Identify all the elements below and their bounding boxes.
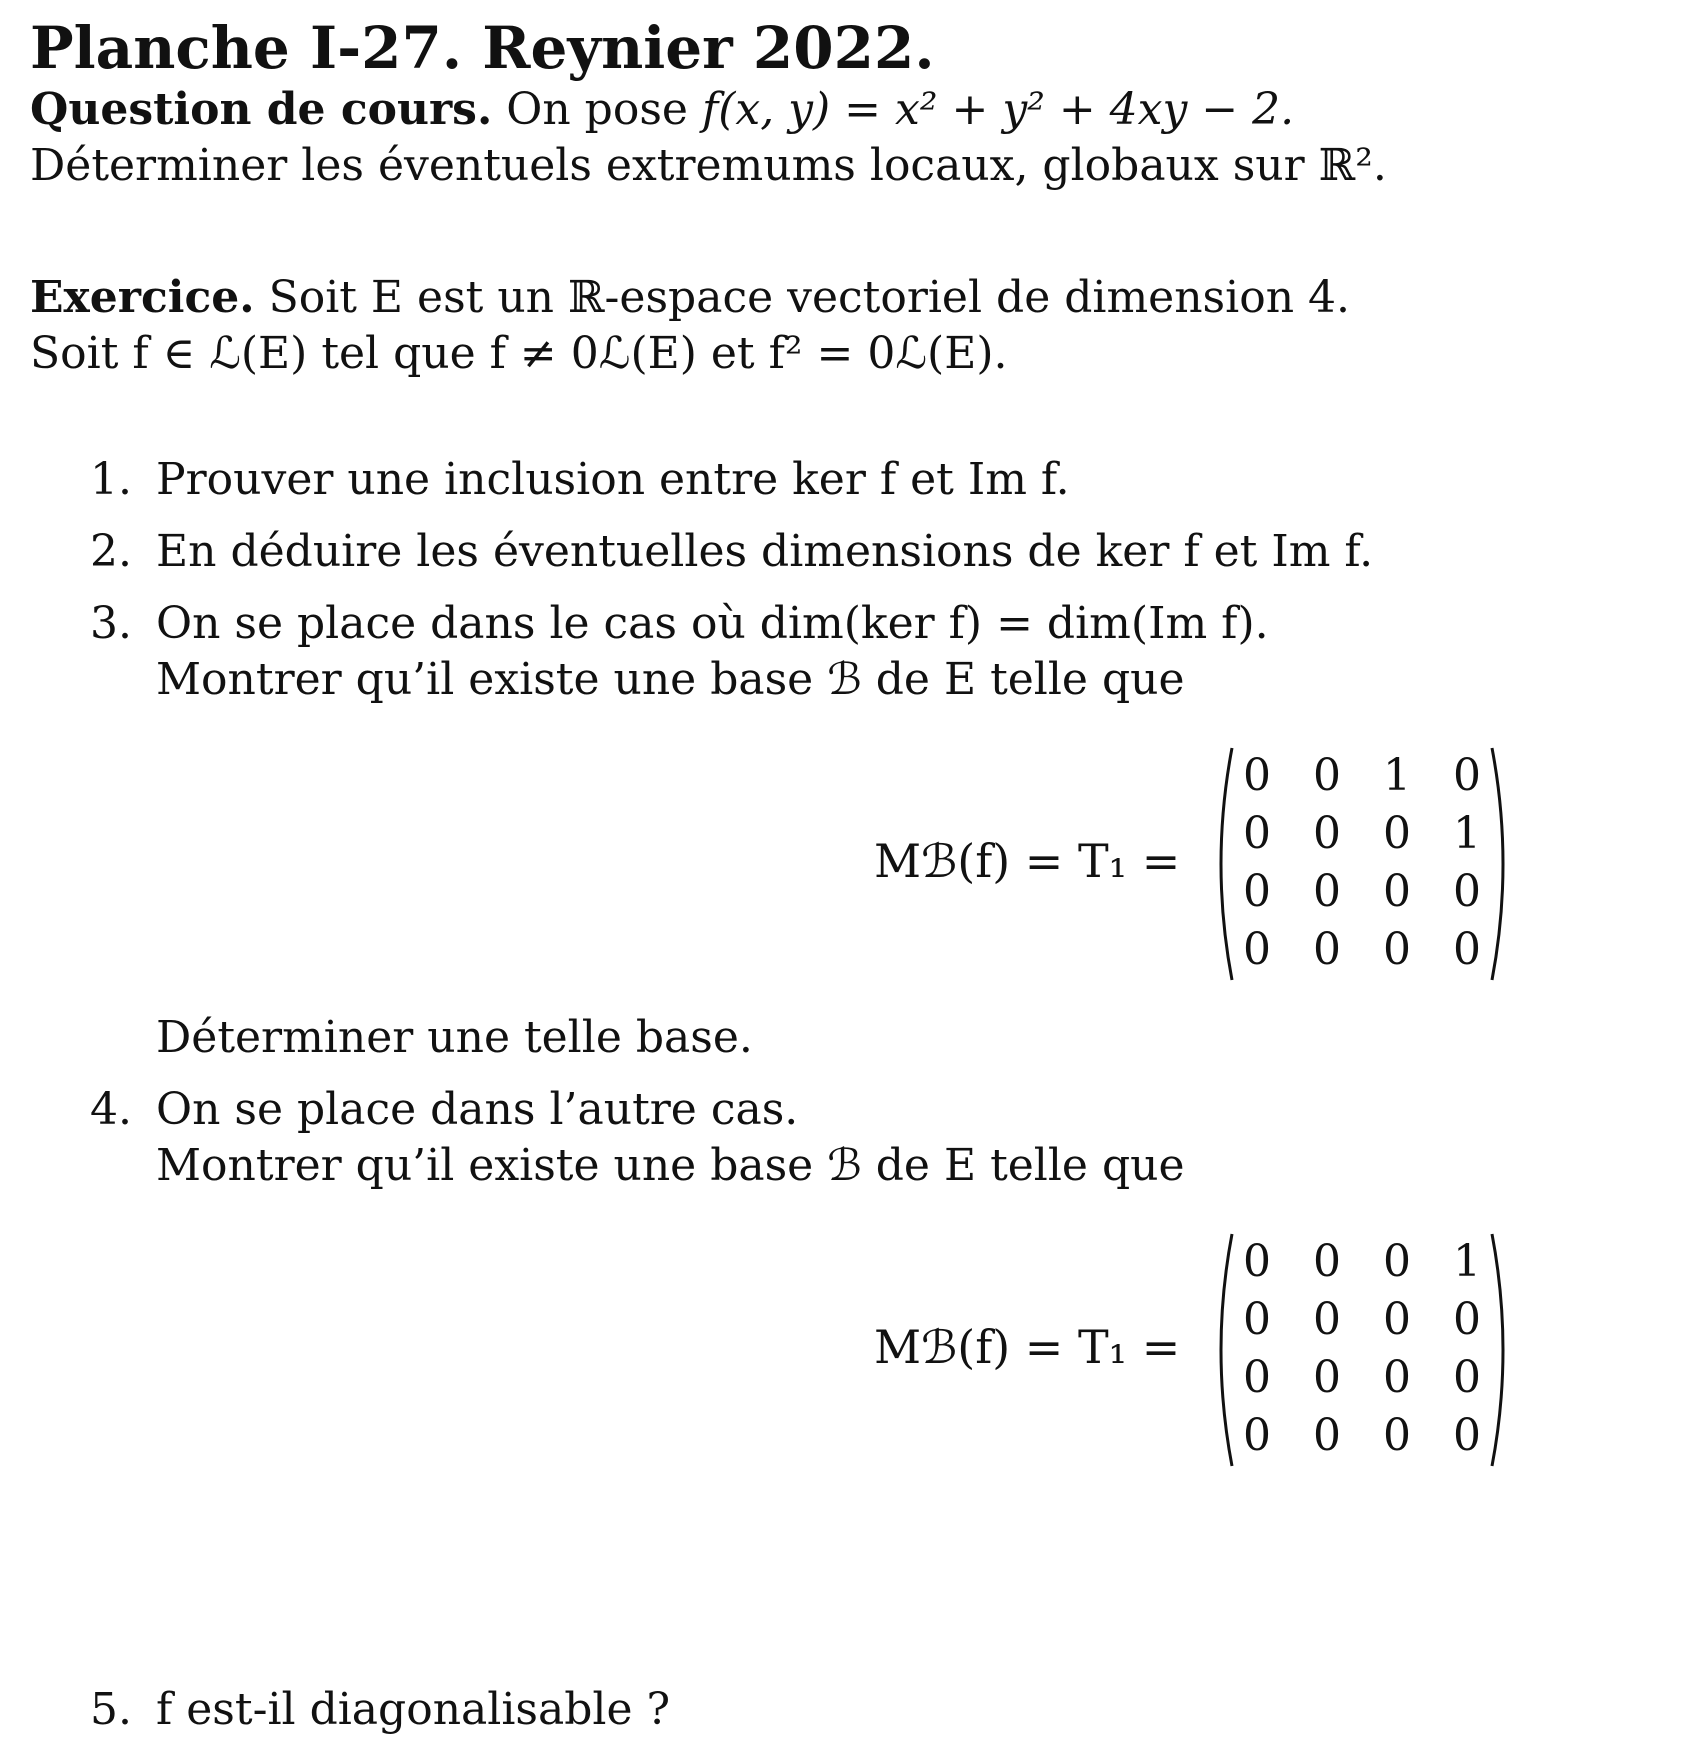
- matrix-1: [1222, 746, 1502, 982]
- exercise-statement-1: Soit E est un ℝ-espace vectoriel de dimension 4.: [268, 272, 1350, 323]
- matrix-1-cell: 0: [1243, 866, 1271, 917]
- item-5-text: f est-il diagonalisable ?: [156, 1684, 671, 1735]
- matrix-2-cell: 0: [1313, 1236, 1341, 1287]
- matrix-1-cell: 1: [1383, 750, 1411, 801]
- matrix-2-cell: 0: [1383, 1294, 1411, 1345]
- item-3-after-text: Déterminer une telle base.: [156, 1012, 753, 1063]
- matrix-2-cell: 0: [1453, 1352, 1481, 1403]
- question-line-2: Déterminer les éventuels extremums locaux, globaux sur ℝ².: [30, 140, 1387, 191]
- item-3-text-line-2: Montrer qu’il existe une base ℬ de E telle que: [156, 654, 1185, 705]
- matrix-1-cell: 0: [1383, 808, 1411, 859]
- matrix-2-cell: 0: [1313, 1294, 1341, 1345]
- matrix-2-cell: 0: [1383, 1410, 1411, 1461]
- matrix-1-cell: 0: [1313, 924, 1341, 975]
- matrix-1-cell: 0: [1453, 750, 1481, 801]
- matrix-1-cell: 0: [1313, 750, 1341, 801]
- matrix-1-cell: 0: [1313, 808, 1341, 859]
- item-3-number: 3.: [90, 598, 132, 649]
- matrix-2-cell: 0: [1313, 1410, 1341, 1461]
- matrix-1-cell: 0: [1243, 750, 1271, 801]
- matrix-2-cell: 0: [1313, 1352, 1341, 1403]
- exercise-heading: Exercice.: [30, 272, 255, 323]
- matrix-2-cell: 0: [1243, 1410, 1271, 1461]
- matrix-2-cell: 0: [1453, 1410, 1481, 1461]
- matrix-2-cell: 0: [1383, 1236, 1411, 1287]
- matrix-1-cell: 0: [1243, 924, 1271, 975]
- matrix-2-cell: 0: [1243, 1236, 1271, 1287]
- matrix-1-lhs: Mℬ(f) = T₁ =: [874, 834, 1181, 888]
- question-intro-text: On pose: [506, 84, 688, 135]
- matrix-1-cell: 0: [1383, 924, 1411, 975]
- matrix-1-cell: 0: [1383, 866, 1411, 917]
- exercise-line-1: [30, 272, 1350, 323]
- item-3-text-line-1: On se place dans le cas où dim(ker f) = dim(Im f).: [156, 598, 1269, 649]
- question-heading: Question de cours.: [30, 84, 493, 135]
- item-5-number: 5.: [90, 1684, 132, 1735]
- item-2-number: 2.: [90, 526, 132, 577]
- page-title: Planche I-27. Reynier 2022.: [30, 14, 935, 82]
- matrix-2-cell: 0: [1453, 1294, 1481, 1345]
- matrix-1-cell: 1: [1453, 808, 1481, 859]
- matrix-2-cell: 0: [1243, 1294, 1271, 1345]
- item-2-text: En déduire les éventuelles dimensions de ker f et Im f.: [156, 526, 1374, 577]
- item-4-text-line-1: On se place dans l’autre cas.: [156, 1084, 799, 1135]
- exercise-line-2: Soit f ∈ ℒ(E) tel que f ≠ 0ℒ(E) et f² = 0ℒ(E).: [30, 328, 1008, 379]
- item-1-number: 1.: [90, 454, 132, 505]
- matrix-1-cell: 0: [1453, 924, 1481, 975]
- matrix-2-cell: 1: [1453, 1236, 1481, 1287]
- matrix-2-cell: 0: [1383, 1352, 1411, 1403]
- matrix-2: [1222, 1232, 1502, 1468]
- matrix-2-cell: 0: [1243, 1352, 1271, 1403]
- matrix-1-cell: 0: [1453, 866, 1481, 917]
- item-4-number: 4.: [90, 1084, 132, 1135]
- item-4-text-line-2: Montrer qu’il existe une base ℬ de E telle que: [156, 1140, 1185, 1191]
- item-1-text: Prouver une inclusion entre ker f et Im f.: [156, 454, 1070, 505]
- question-line-1: [30, 84, 1294, 135]
- matrix-1-cell: 0: [1243, 808, 1271, 859]
- matrix-1-cell: 0: [1313, 866, 1341, 917]
- question-function-formula: f(x, y) = x² + y² + 4xy − 2.: [701, 84, 1295, 135]
- matrix-2-lhs: Mℬ(f) = T₁ =: [874, 1320, 1181, 1374]
